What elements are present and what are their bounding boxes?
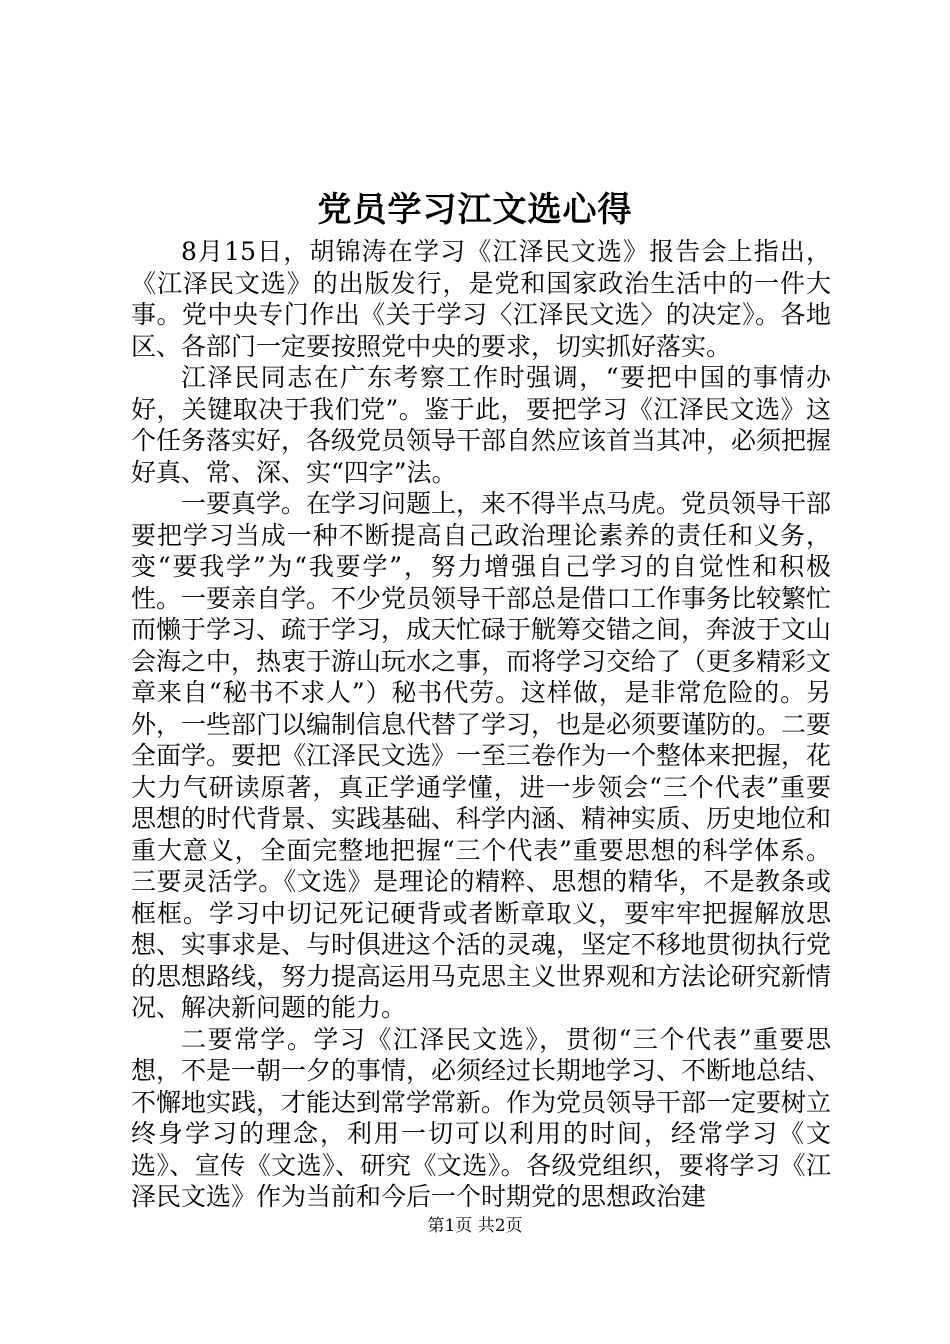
document-title: 党员学习江文选心得 [317, 190, 633, 230]
document-body [131, 236, 831, 1213]
paragraph-3: 一要真学。在学习问题上，来不得半点马虎。党员领导干部要把学习当成一种不断提高自己政治理论素养的责任和义务，变“要我学”为“我要学”，努力增强自己学习的自觉性和积极性。一要亲自学。不少党员领导干部总是借口工作事务比较繁忙而懒于学习、疏于学习，成天忙碌于觥筹交错之间，奔波于文山会海之中，热衷于游山玩水之事，而将学习交给了（更多精彩文章来自“秘书不求人”）秘书代劳。这样做，是非常危险的。另外，一些部门以编制信息代替了学习，也是必须要谨防的。二要全面学。要把《江泽民文选》一至三卷作为一个整体来把握，花大力气研读原著，真正学通学懂，进一步领会“三个代表”重要思想的时代背景、实践基础、科学内涵、精神实质、历史地位和重大意义，全面完整地把握“三个代表”重要思想的科学体系。三要灵活学。《文选》是理论的精粹、思想的精华，不是教条或框框。学习中切记死记硬背或者断章取义，要牢牢把握解放思想、实事求是、与时俱进这个活的灵魂，坚定不移地贯彻执行党的思想路线，努力提高运用马克思主义世界观和方法论研究新情况、解决新问题的能力。 [131, 489, 832, 1022]
paragraph-2: 江泽民同志在广东考察工作时强调，“要把中国的事情办好，关键取决于我们党”。鉴于此，要把学习《江泽民文选》这个任务落实好，各级党员领导干部自然应该首当其冲，必须把握好真、常、深、实“四字”法。 [131, 363, 832, 487]
paragraph-1: 8月15日，胡锦涛在学习《江泽民文选》报告会上指出，《江泽民文选》的出版发行，是党和国家政治生活中的一件大事。党中央专门作出《关于学习〈江泽民文选〉的决定》。各地区、各部门一定要按照党中央的要求，切实抓好落实。 [131, 237, 831, 361]
paragraph-4: 二要常学。学习《江泽民文选》，贯彻“三个代表”重要思想，不是一朝一夕的事情，必须经过长期地学习、不断地总结、不懈地实践，才能达到常学常新。作为党员领导干部一定要树立终身学习的理念，利用一切可以利用的时间，经常学习《文选》、宣传《文选》、研究《文选》。各级党组织，要将学习《江泽民文选》作为当前和今后一个时期党的思想政治建 [131, 1024, 832, 1211]
page-footer: 第1页 共2页 [427, 1216, 523, 1236]
